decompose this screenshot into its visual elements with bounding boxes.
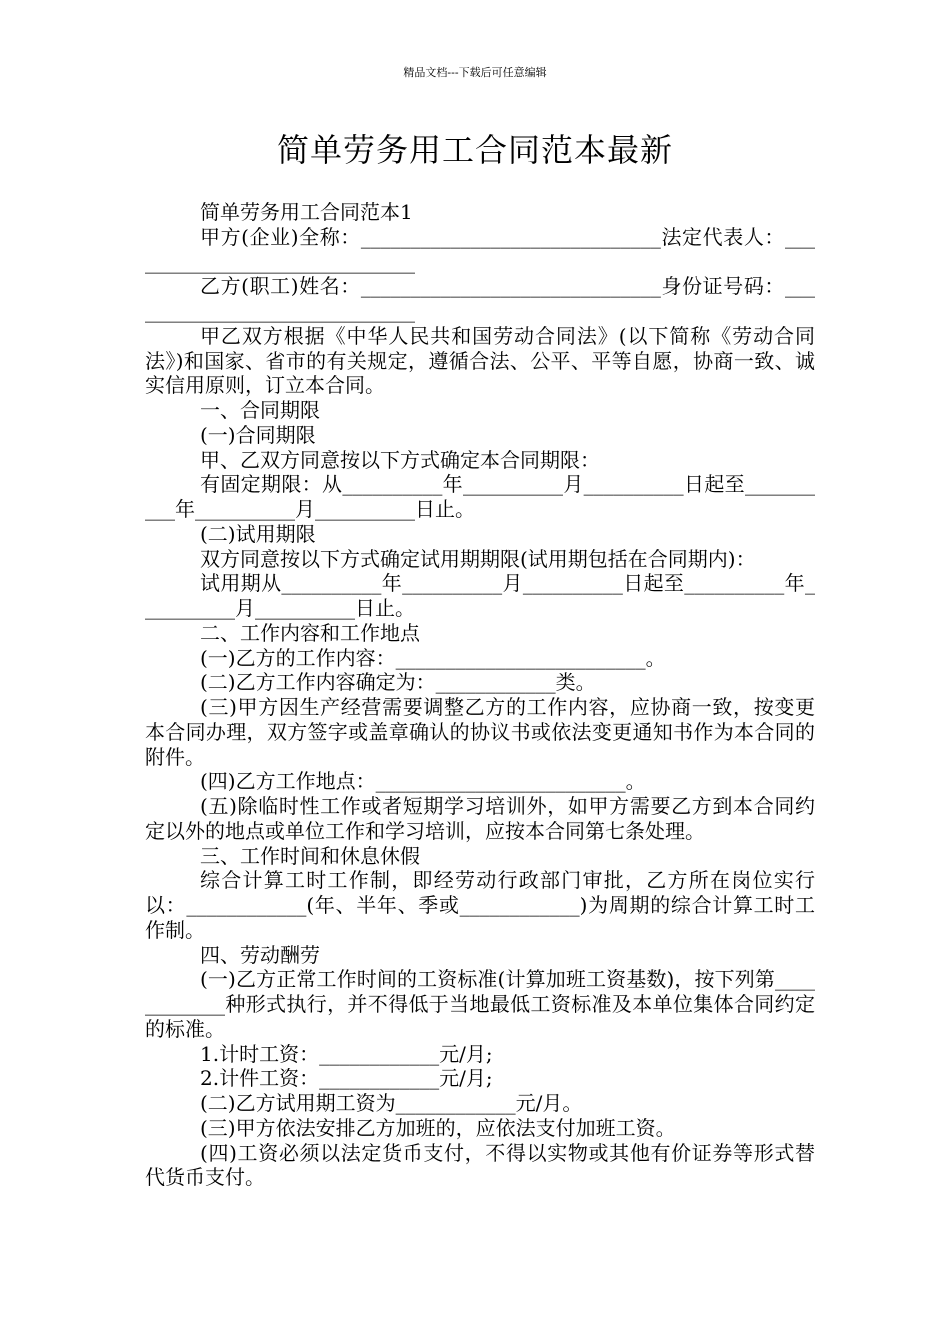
- probation-method-paragraph: 双方同意按以下方式确定试用期期限(试用期包括在合同期内)：: [200, 546, 756, 571]
- contract-subtitle: 简单劳务用工合同范本1: [200, 200, 413, 224]
- document-title: 简单劳务用工合同范本最新: [276, 131, 673, 169]
- work-category-paragraph: (二)乙方工作内容确定为：____________类。: [200, 670, 596, 695]
- pay-standard-paragraph: (一)乙方正常工作时间的工资标准(计算加班工资基数)，按下列第____________种形式执行，并不得低于当地最低工资标准及本单位集体合同约定的标准。: [145, 967, 815, 1041]
- contract-body: [145, 200, 815, 1190]
- hours-paragraph: 综合计算工时工作制，即经劳动行政部门审批，乙方所在岗位实行以：____________(年、半年、季或____________)为周期的综合计算工时工作制。: [145, 868, 815, 942]
- subsection-heading-probation: (二)试用期限: [200, 521, 316, 546]
- section-heading-hours: 三、工作时间和休息休假: [200, 843, 420, 868]
- section-heading-term: 一、合同期限: [200, 398, 320, 422]
- fixed-term-paragraph: 有固定期限：从__________年__________月__________日起至__________年__________月__________日止。: [145, 472, 815, 521]
- probation-period-paragraph: 试用期从__________年__________月__________日起至__________年__________月__________日止。: [145, 571, 815, 620]
- party-a-line: 甲方(企业)全称：______________________________法定代表人：______________________________: [145, 224, 815, 274]
- overtime-pay-paragraph: (三)甲方依法安排乙方加班的，应依法支付加班工资。: [200, 1115, 676, 1140]
- work-location-paragraph: (四)乙方工作地点：_________________________。: [200, 769, 646, 794]
- hourly-pay-paragraph: 1.计时工资：____________元/月;: [200, 1041, 493, 1066]
- term-method-paragraph: 甲、乙双方同意按以下方式确定本合同期限：: [200, 447, 600, 472]
- piece-pay-paragraph: 2.计件工资：____________元/月;: [200, 1066, 493, 1091]
- section-heading-pay: 四、劳动酬劳: [200, 942, 320, 967]
- party-b-line: 乙方(职工)姓名：______________________________身份证号码：______________________________: [145, 274, 815, 323]
- page-header-note: 精品文档---下载后可任意编辑: [403, 66, 547, 79]
- probation-pay-paragraph: (二)乙方试用期工资为____________元/月。: [200, 1091, 583, 1115]
- work-adjustment-paragraph: (三)甲方因生产经营需要调整乙方的工作内容，应协商一致，按变更本合同办理，双方签字或盖章确认的协议书或依法变更通知书作为本合同的附件。: [145, 695, 815, 769]
- section-heading-work: 二、工作内容和工作地点: [200, 620, 420, 645]
- currency-pay-paragraph: (四)工资必须以法定货币支付，不得以实物或其他有价证券等形式替代货币支付。: [145, 1140, 815, 1190]
- preamble-paragraph: 甲乙双方根据《中华人民共和国劳动合同法》(以下简称《劳动合同法》)和国家、省市的有关规定，遵循合法、公平、平等自愿，协商一致、诚实信用原则，订立本合同。: [145, 323, 815, 398]
- subsection-heading-term: (一)合同期限: [200, 422, 316, 447]
- work-relocation-paragraph: (五)除临时性工作或者短期学习培训外，如甲方需要乙方到本合同约定以外的地点或单位工作和学习培训，应按本合同第七条处理。: [145, 794, 815, 843]
- work-content-paragraph: (一)乙方的工作内容：_________________________。: [200, 645, 666, 670]
